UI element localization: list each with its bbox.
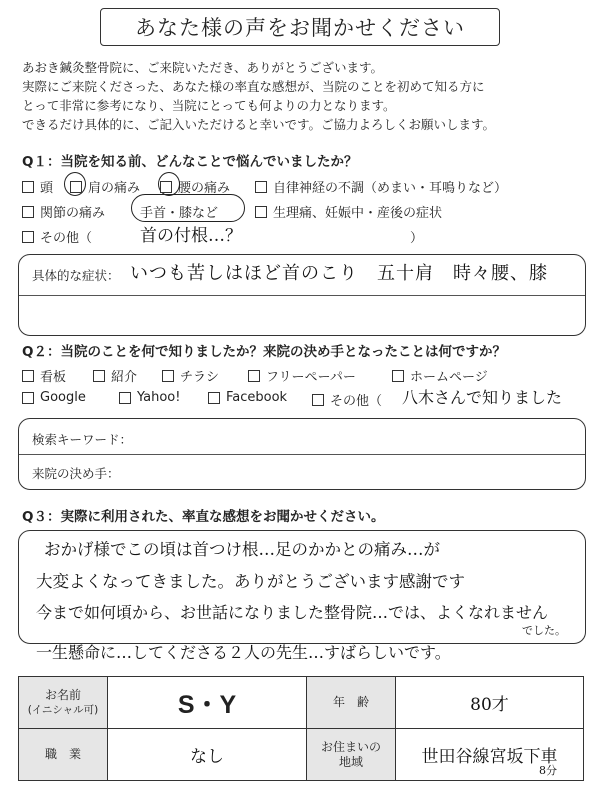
- checkbox[interactable]: [22, 392, 34, 404]
- checkbox[interactable]: [93, 370, 105, 382]
- area-sub-value: 8分: [539, 764, 557, 777]
- q3-question: Q３：実際に利用された、率直な感想をお聞かせください。: [22, 509, 385, 525]
- intro-text: [22, 58, 592, 134]
- checkbox[interactable]: [255, 206, 267, 218]
- name-value-cell: [108, 677, 307, 729]
- q2-option-other[interactable]: その他（: [312, 390, 382, 409]
- checkbox[interactable]: [22, 231, 34, 243]
- job-label: 職 業: [44, 747, 81, 761]
- q3-answer-line: でした。: [522, 624, 566, 637]
- intro-line: 実際にご来院くださった、あなた様の率直な感想が、当院のことを初めて知る方に: [22, 79, 485, 94]
- q2-option-freepaper[interactable]: フリーペーパー: [248, 366, 356, 385]
- age-value: 80才: [470, 695, 509, 715]
- area-value-cell: [396, 729, 584, 781]
- q3-answer-line: 大変よくなってきました。ありがとうございます感謝です: [36, 572, 465, 591]
- q2-other-answer: 八木さんで知りました: [402, 388, 563, 407]
- intro-line: とって非常に参考になり、当院にとっても何よりの力となります。: [22, 98, 396, 113]
- checkbox[interactable]: [22, 370, 34, 382]
- q2-option-facebook[interactable]: Facebook: [208, 390, 287, 405]
- q3-answer-line: 一生懸命に…してくださる２人の先生…すばらしいです。: [36, 643, 451, 662]
- q1-other-close: ）: [410, 231, 424, 246]
- q1-option-lowerback[interactable]: 腰の痛み: [160, 177, 230, 196]
- decision-label: 来院の決め手：: [32, 466, 120, 481]
- checkbox[interactable]: [162, 370, 174, 382]
- checkbox[interactable]: [208, 392, 220, 404]
- q1-option-wrist-knee: 手首・膝など: [140, 206, 219, 221]
- q1-option-other[interactable]: その他（: [22, 227, 92, 246]
- age-label: 年 齢: [332, 695, 369, 709]
- name-value: S・Y: [177, 690, 237, 719]
- q2-option-flyer[interactable]: チラシ: [162, 366, 219, 385]
- q2-option-signboard[interactable]: 看板: [22, 366, 66, 385]
- name-label-cell: [19, 677, 108, 729]
- q2-option-google[interactable]: Google: [22, 390, 86, 405]
- q1-option-joint[interactable]: 関節の痛み: [22, 202, 105, 221]
- job-label-cell: [19, 729, 108, 781]
- area-label-cell: [307, 729, 396, 781]
- q1-option-menstrual[interactable]: 生理痛、妊娠中・産後の症状: [255, 202, 442, 221]
- name-label: お名前: [44, 687, 81, 702]
- keyword-label: 検索キーワード：: [32, 432, 133, 447]
- checkbox[interactable]: [22, 181, 34, 193]
- q1-option-autonomic[interactable]: 自律神経の不調（めまい・耳鳴りなど）: [255, 177, 507, 196]
- checkbox[interactable]: [70, 181, 82, 193]
- intro-line: できるだけ具体的に、ご記入いただけると幸いです。ご協力よろしくお願いします。: [22, 117, 496, 132]
- job-value: なし: [190, 747, 224, 767]
- q3-answer-line: 今まで如何頃から、お世話になりました整骨院…では、よくなれません: [36, 603, 549, 622]
- symptoms-answer: いつも苦しはほど首のこり 五十肩 時々腰、膝: [130, 263, 548, 284]
- q2-question: Q２：当院のことを何で知りましたか？来院の決め手となったことは何ですか？: [22, 344, 506, 360]
- q2-option-referral[interactable]: 紹介: [93, 366, 137, 385]
- page-title: あなた様の声をお聞かせください: [100, 8, 500, 46]
- q1-other-answer: 首の付根…？: [140, 226, 242, 246]
- checkbox[interactable]: [255, 181, 267, 193]
- area-label: お住まいの: [320, 739, 381, 754]
- intro-line: あおき鍼灸整骨院に、ご来院いただき、ありがとうございます。: [22, 60, 384, 75]
- checkbox[interactable]: [160, 181, 172, 193]
- area-value: 世田谷線宮坂下車: [421, 747, 558, 767]
- checkbox[interactable]: [248, 370, 260, 382]
- name-sublabel: (イニシャル可): [27, 703, 99, 716]
- checkbox[interactable]: [119, 392, 131, 404]
- q3-answer-line: おかげ様でこの頃は首つけ根…足のかかとの痛み…が: [44, 540, 440, 559]
- area-sublabel: 地域: [338, 754, 363, 769]
- divider: [19, 454, 585, 455]
- q2-option-homepage[interactable]: ホームページ: [392, 366, 488, 385]
- q1-question: Q１：当院を知る前、どんなことで悩んでいましたか？: [22, 154, 358, 170]
- checkbox[interactable]: [392, 370, 404, 382]
- q1-option-head[interactable]: 頭: [22, 177, 53, 196]
- age-label-cell: [307, 677, 396, 729]
- divider: [19, 295, 585, 296]
- checkbox[interactable]: [22, 206, 34, 218]
- checkbox[interactable]: [312, 394, 324, 406]
- symptoms-label: 具体的な症状：: [32, 268, 120, 283]
- respondent-info-table: [18, 676, 584, 781]
- age-value-cell: [396, 677, 584, 729]
- q1-option-shoulder[interactable]: 肩の痛み: [70, 177, 140, 196]
- q2-option-yahoo[interactable]: Yahoo!: [119, 390, 180, 405]
- job-value-cell: [108, 729, 307, 781]
